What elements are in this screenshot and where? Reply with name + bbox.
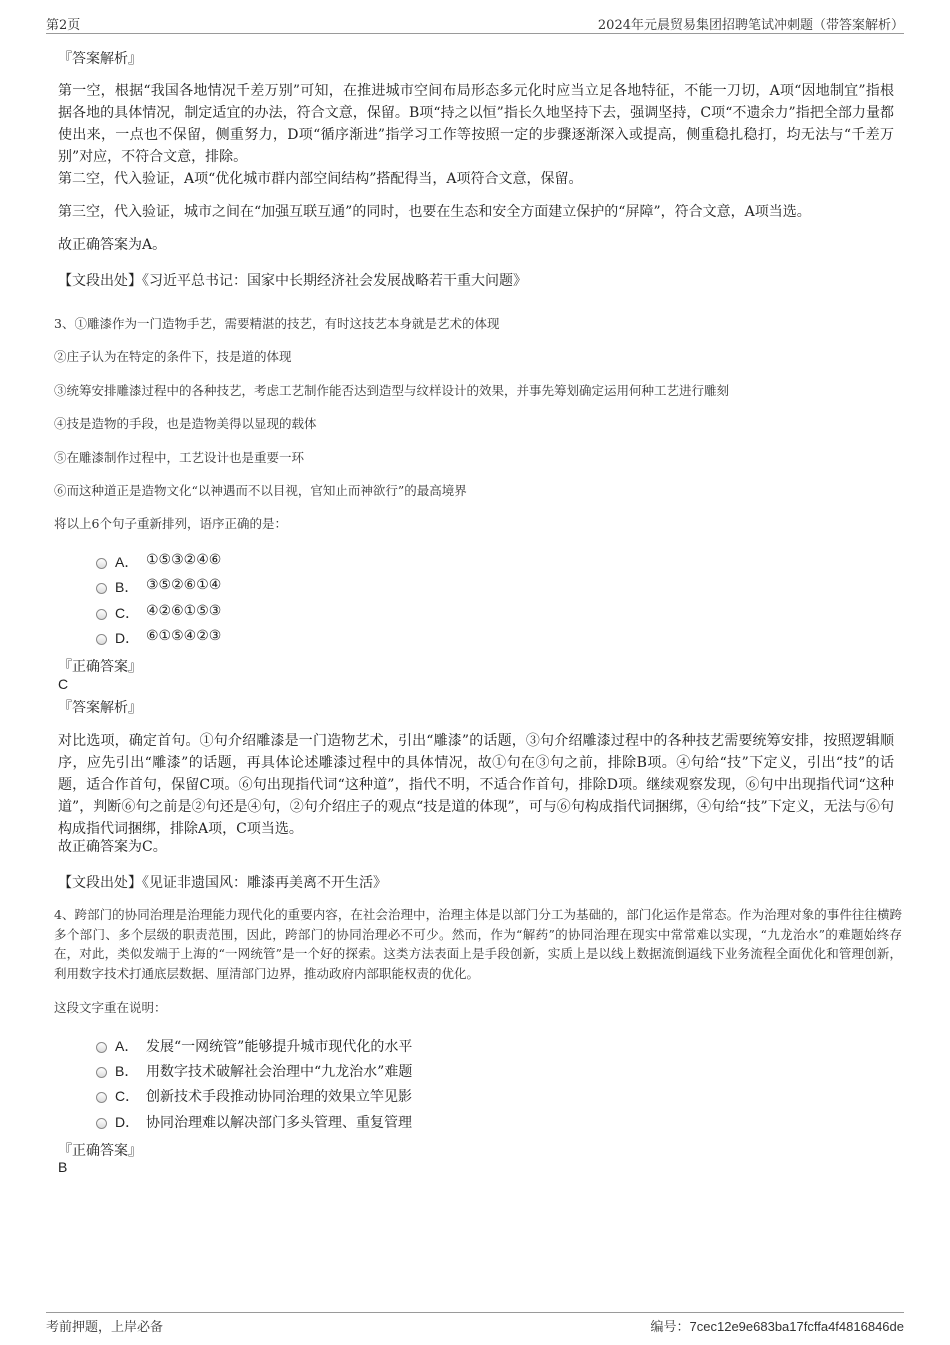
- q3-sentence-4: ④技是造物的手段，也是造物美得以显现的载体: [54, 416, 317, 431]
- q4-prompt: 这段文字重在说明：: [54, 1000, 167, 1015]
- option-text: 创新技术手段推动协同治理的效果立竿见影: [146, 1089, 412, 1105]
- q3-analysis: 对比选项，确定首句。①句介绍雕漆是一门造物艺术，引出“雕漆”的话题，③句介绍雕漆过程中的各种技艺需要统筹安排，按照逻辑顺序，应先引出“雕漆”的话题，再具体论述雕漆过程中的具体情况，故①句在③句之前，排除B项。④句给“技”下定义，引出“技”的话题，适合作首句，保留C项。⑥句出现指代词“这种道”，指代不明，不适合作首句，排除D项。继续观察发现，⑥句中出现指代词“这种道”，判断⑥句之前是②句还是④句，②句介绍庄子的观点“技是道的体现”，可与⑥句构成指代词捆绑，④句给“技”下定义，无法与⑥句构成指代词捆绑，排除A项，C项当选。: [58, 733, 894, 837]
- radio-icon[interactable]: [96, 1118, 107, 1129]
- option-text: 用数字技术破解社会治理中“九龙治水”难题: [146, 1064, 413, 1080]
- q3-analysis-label: 『答案解析』: [58, 700, 142, 716]
- option-text: ④②⑥①⑤③: [146, 603, 222, 619]
- q3-prompt: 将以上6个句子重新排列，语序正确的是：: [54, 516, 287, 531]
- option-text: ③⑤②⑥①④: [146, 577, 222, 593]
- q2-conclusion: 故正确答案为A。: [58, 237, 167, 253]
- q3-sentence-1: 3、①雕漆作为一门造物手艺，需要精湛的技艺，有时这技艺本身就是艺术的体现: [54, 316, 500, 331]
- q2-source: 【文段出处】《习近平总书记：国家中长期经济社会发展战略若干重大问题》: [58, 273, 527, 289]
- option-letter: A．: [115, 1038, 139, 1054]
- radio-icon[interactable]: [96, 1067, 107, 1078]
- option-letter: B．: [115, 579, 139, 595]
- radio-icon[interactable]: [96, 609, 107, 620]
- option-text: ⑥①⑤④②③: [146, 628, 222, 644]
- q3-conclusion: 故正确答案为C。: [58, 839, 167, 855]
- document-code: [651, 1316, 904, 1335]
- option-text: 协同治理难以解决部门多头管理、重复管理: [146, 1115, 412, 1131]
- footer-slogan: 考前押题，上岸必备: [46, 1320, 164, 1335]
- q3-sentence-3: ③统筹安排雕漆过程中的各种技艺，考虑工艺制作能否达到造型与纹样设计的效果，并事先筹划确定运用何种工艺进行雕刻: [54, 383, 730, 398]
- page-header: [46, 14, 904, 34]
- option-letter: C．: [115, 605, 140, 621]
- option-letter: B．: [115, 1063, 139, 1079]
- q3-sentence-2: ②庄子认为在特定的条件下，技是道的体现: [54, 349, 292, 364]
- option-letter: D．: [115, 1114, 140, 1130]
- page-footer: [46, 1312, 904, 1334]
- q4-answer-label: 『正确答案』: [58, 1143, 142, 1159]
- radio-icon[interactable]: [96, 634, 107, 645]
- q4-stem: 4、跨部门的协同治理是治理能力现代化的重要内容，在社会治理中，治理主体是以部门分工为基础的，部门化运作是常态。作为治理对象的事件往往横跨多个部门、多个层级的职责范围，因此，跨部门的协同治理必不可少。然而，作为“解药”的协同治理在现实中常常难以实现，“九龙治水”的难题始终存在，对此，类似发端于上海的“一网统管”是一个好的探索。这类方法表面上是手段创新，实质上是以线上数据流倒逼线下业务流程全面优化和管理创新，利用数字技术打通底层数据、厘清部门边界，推动政府内部职能权责的优化。: [54, 907, 902, 981]
- option-text: 发展“一网统管”能够提升城市现代化的水平: [146, 1039, 413, 1055]
- q3-answer-label: 『正确答案』: [58, 659, 142, 675]
- q3-sentence-5: ⑤在雕漆制作过程中，工艺设计也是重要一环: [54, 450, 305, 465]
- q3-sentence-6: ⑥而这种道正是造物文化“以神遇而不以目视，官知止而神欲行”的最高境界: [54, 483, 467, 498]
- q3-source: 【文段出处】《见证非遗国风：雕漆再美离不开生活》: [58, 875, 387, 891]
- option-letter: C．: [115, 1088, 140, 1104]
- option-text: ①⑤③②④⑥: [146, 552, 222, 568]
- radio-icon[interactable]: [96, 1042, 107, 1053]
- option-letter: D．: [115, 630, 140, 646]
- page-number: 第2页: [46, 18, 81, 33]
- radio-icon[interactable]: [96, 558, 107, 569]
- q2-analysis-p1: 第一空，根据“我国各地情况千差万别”可知，在推进城市空间布局形态多元化时应当立足各地特征，不能一刀切，A项“因地制宜”指根据各地的具体情况，制定适宜的办法，符合文意，保留。B项“持之以恒”指长久地坚持下去，强调坚持，C项“不遗余力”指把全部力量都使出来，一点也不保留，侧重努力，D项“循序渐进”指学习工作等按照一定的步骤逐渐深入或提高，侧重稳扎稳打，均无法与“千差万别”对应，不符合文意，排除。: [58, 83, 894, 165]
- q4-answer: B: [58, 1159, 68, 1175]
- radio-icon[interactable]: [96, 1092, 107, 1103]
- radio-icon[interactable]: [96, 583, 107, 594]
- code-value: 7cec12e9e683ba17fcffa4f4816846de: [689, 1319, 904, 1334]
- option-letter: A．: [115, 554, 139, 570]
- code-label: 编号：: [650, 1319, 690, 1334]
- q2-analysis-label: 『答案解析』: [58, 51, 142, 67]
- q2-analysis-p3: 第三空，代入验证，城市之间在“加强互联互通”的同时，也要在生态和安全方面建立保护的“屏障”，符合文意，A项当选。: [58, 204, 811, 220]
- q2-analysis-p2: 第二空，代入验证，A项“优化城市群内部空间结构”搭配得当，A项符合文意，保留。: [58, 171, 583, 187]
- q3-answer: C: [58, 676, 69, 692]
- document-title: 2024年元晨贸易集团招聘笔试冲刺题（带答案解析）: [597, 18, 904, 33]
